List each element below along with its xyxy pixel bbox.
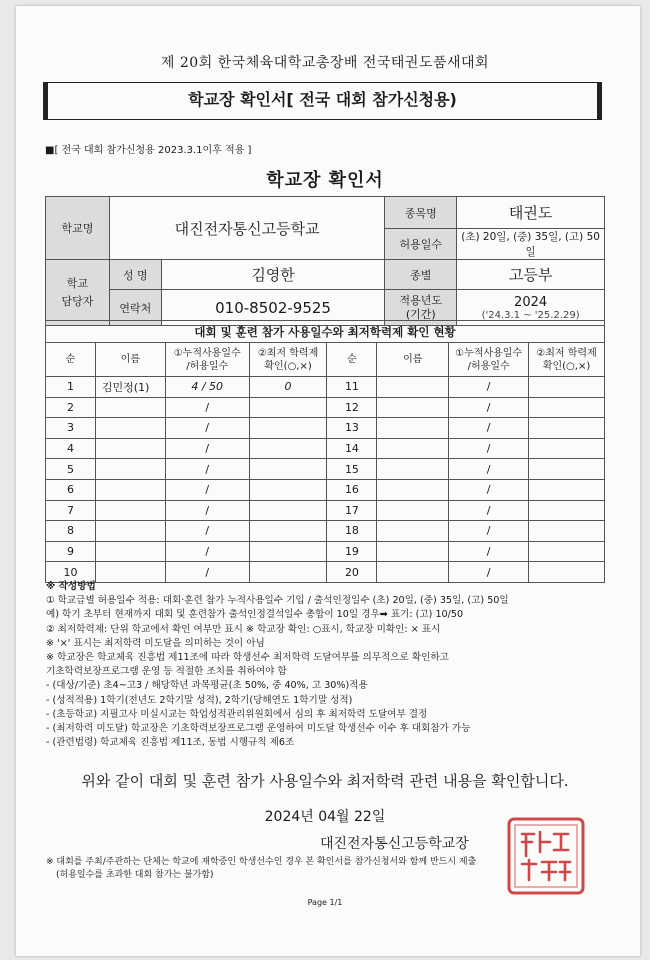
instruction-line: ② 최저학력제: 단위 학교에서 확인 여부만 표시 ※ 학교장 확인: ○표시, 학교장 미확인: × 표시 — [46, 623, 441, 635]
contact-label: 학교 담당자 — [46, 260, 110, 326]
cell-days: / — [165, 541, 249, 562]
year-period: ('24.3.1 ~ '25.2.29) — [481, 309, 580, 321]
cell-min — [529, 397, 605, 418]
division-value: 고등부 — [457, 260, 605, 290]
cell-days: / — [449, 562, 529, 583]
instruction-line: - (성적적용) 1학기(전년도 2학기말 성적), 2학기(당해연도 1학기말 성적) — [46, 694, 353, 706]
cell-min — [529, 541, 605, 562]
header-name: 이름 — [95, 343, 165, 377]
cell-days: / — [449, 438, 529, 459]
table-row — [46, 418, 605, 439]
cell-days: / — [449, 418, 529, 439]
phone-value: 010-8502-9525 — [161, 290, 385, 326]
cell-no: 17 — [327, 500, 377, 521]
cell-name — [95, 438, 165, 459]
cell-days: / — [165, 459, 249, 480]
cell-name — [377, 397, 449, 418]
header-days: ①누적사용일수 /허용일수 — [449, 343, 529, 377]
cell-min — [249, 459, 327, 480]
school-value: 대진전자통신고등학교 — [109, 197, 384, 260]
instructions-heading: ※ 작성방법 — [46, 581, 96, 592]
cell-min — [529, 521, 605, 542]
event-title: 제 20회 한국체육대학교총장배 전국태권도품새대회 — [160, 55, 490, 71]
instruction-line: ※ '×' 표시는 최저학력 미도달을 의미하는 것이 아님 — [46, 637, 265, 649]
footer-line-1: ※ 대회를 주최/주관하는 단체는 학교에 재학중인 학생선수인 경우 본 확인서를 참가신청서와 함께 반드시 제출 — [46, 857, 477, 867]
cell-name — [95, 541, 165, 562]
cell-name — [95, 521, 165, 542]
allowed-days-value: (초) 20일, (중) 35일, (고) 50일 — [457, 229, 605, 260]
header-min: ②최저 학력제 확인(○,×) — [529, 343, 605, 377]
cell-no: 14 — [327, 438, 377, 459]
table-row — [46, 438, 605, 459]
cell-no: 12 — [327, 397, 377, 418]
cell-name — [377, 438, 449, 459]
name-label: 성 명 — [109, 260, 161, 290]
instruction-line: - (대상/기준) 초4~고3 / 해당학년 과목평균(초 50%, 중 40%, 고 30%)적용 — [46, 680, 368, 692]
cell-name — [377, 479, 449, 500]
cell-no: 16 — [327, 479, 377, 500]
cell-no: 8 — [46, 521, 96, 542]
cell-no: 1 — [46, 377, 96, 398]
roster-table — [45, 320, 605, 583]
cell-no: 4 — [46, 438, 96, 459]
cell-min — [529, 418, 605, 439]
cell-name — [95, 397, 165, 418]
cell-days: / — [165, 500, 249, 521]
cell-name — [377, 418, 449, 439]
cell-name: 김민정(1) — [95, 377, 165, 398]
cell-name — [95, 418, 165, 439]
table-row — [46, 521, 605, 542]
table-row — [46, 479, 605, 500]
applicability-note: ■[ 전국 대회 참가신청용 2023.3.1이후 적용 ] — [45, 145, 252, 156]
header-days: ①누적사용일수 /허용일수 — [165, 343, 249, 377]
cell-no: 18 — [327, 521, 377, 542]
footer-line-2: (허용일수를 초과한 대회 참가는 불가함) — [56, 870, 214, 880]
cell-days: / — [449, 377, 529, 398]
cell-min — [249, 397, 327, 418]
year-label: 적용년도 (기간) — [385, 290, 457, 326]
cell-name — [95, 479, 165, 500]
event-value: 태권도 — [457, 197, 605, 229]
instruction-line: 기초학력보장프로그램 운영 등 적절한 조치를 취하여야 함 — [46, 666, 287, 678]
instruction-line: - (초등학교) 지필고사 미실시교는 학업성적관리위원회에서 심의 후 최저학력 도달여부 결정 — [46, 708, 428, 720]
cell-days: / — [165, 479, 249, 500]
cell-no: 5 — [46, 459, 96, 480]
page-number: Page 1/1 — [307, 898, 343, 907]
cell-days: / — [165, 397, 249, 418]
cell-no: 10 — [46, 562, 96, 583]
cell-days: / — [165, 438, 249, 459]
table-row — [46, 397, 605, 418]
cell-no: 13 — [327, 418, 377, 439]
cell-days: / — [449, 500, 529, 521]
cell-no: 20 — [327, 562, 377, 583]
roster-title: 대회 및 훈련 참가 사용일수와 최저학력제 확인 현황 — [46, 321, 605, 343]
cell-min — [529, 479, 605, 500]
cell-no: 15 — [327, 459, 377, 480]
cell-days: / — [449, 397, 529, 418]
cell-no: 6 — [46, 479, 96, 500]
instruction-line: ① 학교급별 허용일수 적용: 대회·훈련 참가 누적사용일수 기입 / 출석인정일수 (초) 20일, (중) 35일, (고) 50일 — [46, 595, 509, 607]
year-value: 2024 — [514, 294, 548, 310]
cell-name — [377, 377, 449, 398]
cell-no: 7 — [46, 500, 96, 521]
cell-days: / — [449, 479, 529, 500]
cell-min — [249, 541, 327, 562]
cell-days: / — [449, 459, 529, 480]
cell-days: / — [449, 541, 529, 562]
form-title: 학교장 확인서 — [266, 170, 384, 191]
cell-min — [529, 500, 605, 521]
instruction-line: - (관련법령) 학교체육 진흥법 제11조, 동법 시행규칙 제6조 — [46, 737, 295, 749]
cell-no: 2 — [46, 397, 96, 418]
cell-days: / — [165, 562, 249, 583]
event-label: 종목명 — [385, 197, 457, 229]
phone-label: 연락처 — [109, 290, 161, 326]
cell-no: 9 — [46, 541, 96, 562]
name-value: 김영한 — [161, 260, 385, 290]
cell-min: 0 — [249, 377, 327, 398]
cell-min — [249, 418, 327, 439]
cell-no: 19 — [327, 541, 377, 562]
header-no: 순 — [46, 343, 96, 377]
header-name: 이름 — [377, 343, 449, 377]
cell-days: / — [165, 418, 249, 439]
instruction-line: 예) 학기 초부터 현재까지 대회 및 훈련참가 출석인정결석일수 총합이 10일 경우➡ 표기: (고) 10/50 — [46, 609, 464, 621]
cell-min — [249, 521, 327, 542]
allowed-days-label: 허용일수 — [385, 229, 457, 260]
signature-date: 2024년 04월 22일 — [264, 809, 386, 825]
table-row — [46, 541, 605, 562]
cell-days: / — [165, 521, 249, 542]
table-row — [46, 500, 605, 521]
cell-name — [377, 500, 449, 521]
school-label: 학교명 — [46, 197, 110, 260]
principal-name: 대진전자통신고등학교장 — [320, 836, 469, 852]
cell-name — [377, 459, 449, 480]
cell-min — [249, 479, 327, 500]
form-banner: 학교장 확인서[ 전국 대회 참가신청용) — [43, 82, 602, 120]
cell-no: 3 — [46, 418, 96, 439]
cell-min — [249, 500, 327, 521]
instruction-line: ※ 학교장은 학교체육 진흥법 제11조에 따라 학생선수 최저학력 도달여부를 의무적으로 확인하고 — [46, 652, 449, 664]
cell-days: / — [449, 521, 529, 542]
cell-days: 4 / 50 — [165, 377, 249, 398]
cell-name — [95, 500, 165, 521]
footer-note — [46, 856, 476, 882]
cell-min — [249, 438, 327, 459]
cell-no: 11 — [327, 377, 377, 398]
info-table — [45, 196, 605, 326]
cell-name — [95, 459, 165, 480]
cell-name — [377, 521, 449, 542]
school-seal-icon — [506, 816, 586, 896]
header-min: ②최저 학력제 확인(○,×) — [249, 343, 327, 377]
table-row — [46, 377, 605, 398]
cell-min — [529, 438, 605, 459]
instructions — [46, 580, 606, 750]
cell-min — [529, 377, 605, 398]
cell-name — [377, 541, 449, 562]
instruction-line: - (최저학력 미도달) 학교장은 기초학력보장프로그램 운영하여 미도달 학생선수 이수 후 대회참가 가능 — [46, 723, 471, 735]
header-no: 순 — [327, 343, 377, 377]
table-row — [46, 459, 605, 480]
confirmation-statement: 위와 같이 대회 및 훈련 참가 사용일수와 최저학력 관련 내용을 확인합니다. — [81, 772, 569, 790]
division-label: 종별 — [385, 260, 457, 290]
cell-min — [529, 459, 605, 480]
